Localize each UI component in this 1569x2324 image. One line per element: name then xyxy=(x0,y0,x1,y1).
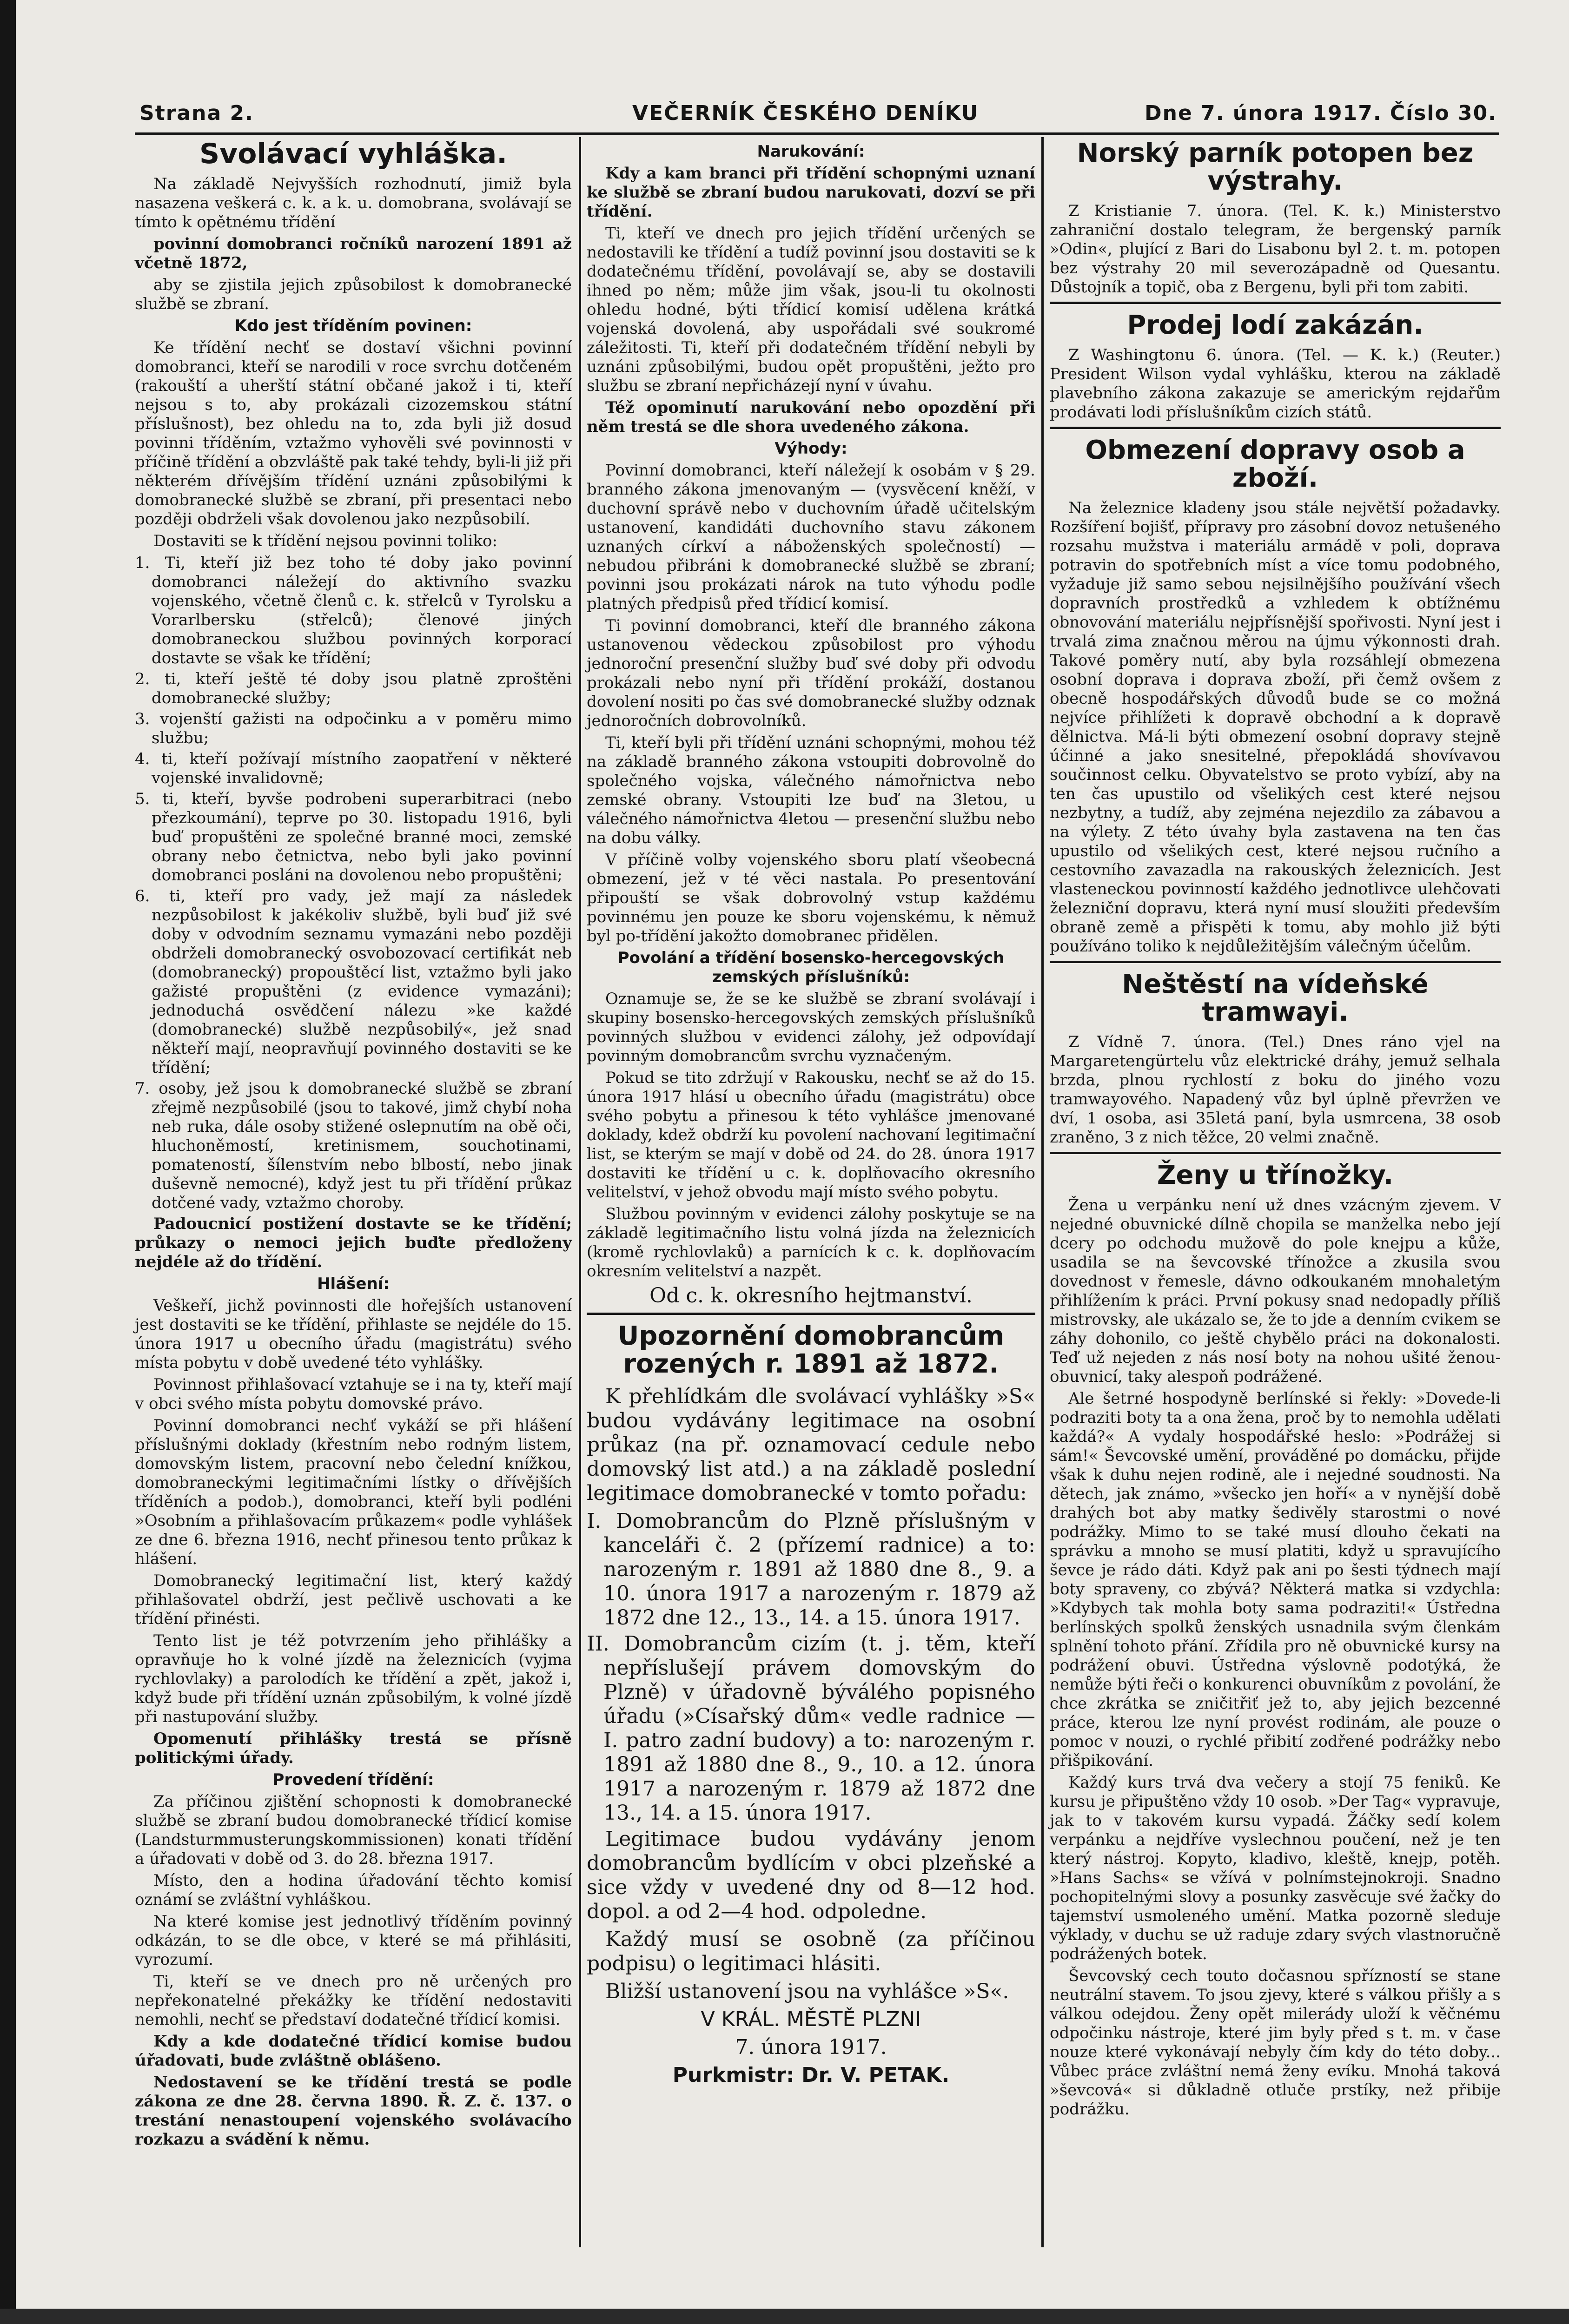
article-title-norsky: Norský parník potopen bez výstrahy. xyxy=(1077,138,1474,196)
paragraph: Legitimace budou vydávány jenom domobrancům bydlícím v obci plzeňské a sice vždy v uvedené dny od 8—12 hod. dopol. a od 2—4 hod. odpoledne. xyxy=(587,1827,1035,1923)
list-item: 4. ti, kteří požívají místního zaopatření v některé vojenské invalidovně; xyxy=(135,750,572,787)
column-1 xyxy=(135,139,572,2152)
list-item: 6. ti, kteří pro vady, jež mají za následek nezpůsobilost k jakékoliv službě, byli buď již své doby v odvodním seznamu vymazáni nebo později obdrželi domobranecký osvobozovací certifikát neb (domobranecký) propouštěcí list, vztažmo byli jako gažisté propuštěni (z evidence vymazáni); jednoduchá osvědčení nálezu »ke každé (domobranecké) službě nezpůsobilý«, jež snad někteří mají, neopravňují povinného dostaviti se ke třídění; xyxy=(135,887,572,1077)
section-rule xyxy=(1050,961,1501,963)
paragraph: K přehlídkám dle svolávací vyhlášky »S« budou vydávány legitimace na osobní průkaz (na př. oznamovací cedule nebo domovský list atd.) a na základě poslední legitimace domobranecké v tomto pořadu: xyxy=(587,1385,1035,1505)
paragraph: Místo, den a hodina úřadování těchto komisí oznámí se zvláštní vyhláškou. xyxy=(135,1871,572,1909)
paragraph: Ti, kteří ve dnech pro jejich třídění určených se nedostavili ke třídění a tudíž povinní jsou dostaviti se k dodatečnému třídění, povolávají se, aby se dostavili ihned po něm; může jim však, jsou-li tu okolnosti ohledu hodné, býti třídicí komisí udělena krátká vojenská dovolená, aby uspořádali své soukromé záležitosti. Ti, kteří při dodatečném třídění nebyli by uznáni způsobilými, budou opět propuštěni, ježto pro službu se zbraní nepřicházejí nyní v úvahu. xyxy=(587,224,1035,395)
paragraph: Veškeří, jichž povinnosti dle hořejších ustanovení jest dostaviti se ke třídění, přihlaste se nejdéle do 15. února 1917 u obecního úřadu (magistrátu) svého místa pobytu v době uvedené této vyhlášky. xyxy=(135,1296,572,1372)
signature-name: Purkmistr: Dr. V. PETAK. xyxy=(672,2063,950,2087)
paragraph: Z Washingtonu 6. února. (Tel. — K. k.) (Reuter.) President Wilson vydal vyhlášku, kterou na základě plavebního zákona zakazuje se americkým rejdařům prodávati lodi příslušníkům cizích států. xyxy=(1050,346,1501,422)
subheading: Narukování: xyxy=(757,142,865,161)
list-item: II. Domobrancům cizím (t. j. těm, kteří nepříslušejí právem domovským do Plzně) v úřadovně býválého popisného úřadu (»Císařský dům« vedle radnice — I. patro zadní budovy) a to: narozeným r. 1891 až 1880 dne 8., 9., 10. a 12. února 1917 a narozeným r. 1879 až 1872 dne 13., 14. a 15. února 1917. xyxy=(587,1632,1035,1825)
paragraph: Povinní domobranci, kteří náležejí k osobám v § 29. branného zákona jmenovaným — (vysvěcení kněží, v duchovní správě nebo v duchovním úřadě učitelským ustanovení, kandidáti duchovního stavu zákonem uznaných církví a náboženských společností) — nebudou přibráni k domobranecké službě se zbraní; povinni jsou prokázati nárok na tuto výhodu podle platných předpisů před třídicí komisí. xyxy=(587,461,1035,613)
paragraph: Z Kristianie 7. února. (Tel. K. k.) Ministerstvo zahraniční dostalo telegram, že bergenský parník »Odin«, plující z Bari do Lisabonu byl 2. t. m. potopen bez výstrahy 20 mil severozápadně od Quesantu. Důstojník a topič, oba z Bergenu, byli při tom zabiti. xyxy=(1050,202,1501,297)
column-2 xyxy=(587,139,1035,2091)
paragraph: povinní domobranci ročníků narození 1891 až včetně 1872, xyxy=(135,235,572,272)
list-item: 1. Ti, kteří již bez toho té doby jako povinní domobranci náležejí do aktivního svazku vojenského, včetně členů c. k. střelců v Tyrolsku a Vorarlbersku (střelců); členové jiných domobraneckou službou povinných korporací dostavte se však ke třídění; xyxy=(135,554,572,667)
article-title-obmezeni: Obmezení dopravy osob a zboží. xyxy=(1085,435,1465,493)
subheading: Povolání a třídění bosensko-hercegovských zemských příslušníků: xyxy=(617,949,1005,986)
paragraph: Na železnice kladeny jsou stále největší požadavky. Rozšíření bojišť, přípravy pro zásobní dovoz netušeného rozsahu mužstva i materiálu armádě v poli, doprava potravin do spotřebních míst a více tomu podobného, vyžaduje již samo sebou nejsilnějšího používání všech dopravních prostředků a vzhledem k obtížnému obnovování materiálu nejpřísnější spořivosti. Nyní jest i trvalá zima značnou měrou na újmu výkonnosti drah. Takové poměry nutí, aby byla rozsáhlejí obmezena osobní doprava i doprava zboží, při čemž ovšem z obecně hospodářských důvodů bude se co možná nejvíce přihlížeti k dopravě obchodní a k dopravě dělnictva. Má-li býti obmezení osobní dopravy stejně účinné a jako snesitelné, přepokládá shovívavou součinnost celku. Obyvatelstvo se proto vybízí, aby na ten čas upustilo od všelikých cest které nejsou nezbytny, a tudíž, aby zejména nejezdilo za zábavou a na výlety. Z této úvahy byla zastavena na ten čas upustilo od všelikých cest, které nejsou ručního a cestovního zavazadla na rakouských železnicích. Jest vlasteneckou povinností každého jednotlivce ulehčovati železniční dopravu, která nyní musí sloužiti především obraně země a přispěti k tomu, aby mohlo již býti používáno toliko k nejdůležitějším válečným účelům. xyxy=(1050,499,1501,956)
article-title-upozorneni: Upozornění domobrancům rozených r. 1891 až 1872. xyxy=(617,1321,1005,1379)
paragraph: Na základě Nejvyšších rozhodnutí, jimiž byla nasazena veškerá c. k. a k. u. domobrana, svolávají se tímto k opětnému třídění xyxy=(135,175,572,231)
masthead: VEČERNÍK ČESKÉHO DENÍKU xyxy=(632,101,979,125)
notice-box xyxy=(587,1385,1035,2087)
paragraph: Ševcovský cech touto dočasnou spřízností se stane neutrální stavem. To jsou zjevy, které s válkou přišly a s válkou odejdou. Ženy opět milerády uloží k věčnému odpočinku nástroje, které jim byly před s t. m. v čase nouze které vykonávají nebyly čím kdy do této doby... Vůbec práce zvláštní nemá ženy evíku. Mnohá taková »ševcová« si důkladně otluče prstíky, než přibije podrážku. xyxy=(1050,1967,1501,2119)
column-3 xyxy=(1050,139,1501,2122)
list-item: 5. ti, kteří, byvše podrobeni superarbitraci (nebo přezkoumání), teprve po 30. listopadu 1916, byli buď propuštěni ze společné branné moci, zemské obrany nebo četnictva, nebo byli jako povinní domobranci posláni na dovolenou nebo propuštěni; xyxy=(135,790,572,885)
scan-edge xyxy=(0,2309,1569,2324)
paragraph: Dostaviti se k třídění nejsou povinni toliko: xyxy=(153,532,497,550)
article-title-nestesti: Neštěstí na vídeňské tramwayi. xyxy=(1122,969,1429,1027)
subheading: Hlášení: xyxy=(317,1274,390,1293)
paragraph: Ti, kteří se ve dnech pro ně určených pro nepřekonatelné překážky ke třídění nedostaviti nemohli, nechť se představí dodatečné třídicí komisi. xyxy=(135,1972,572,2029)
paragraph: Opomenutí přihlášky trestá se přísně politickými úřady. xyxy=(135,1730,572,1767)
list-item: I. Domobrancům do Plzně příslušným v kanceláři č. 2 (přízemí radnice) a to: narozeným r. 1891 až 1880 dne 8., 9. a 10. února 1917 a narozeným r. 1879 až 1872 dne 12., 13., 14. a 15. února 1917. xyxy=(587,1509,1035,1630)
paragraph: Nedostavení se ke třídění trestá se podle zákona ze dne 28. června 1890. Ř. Z. č. 137. o trestání nenastoupení vojenského svolávacího rozkazu a svádění k němu. xyxy=(135,2073,572,2149)
list-item: 2. ti, kteří ještě té doby jsou platně zproštěni domobranecké služby; xyxy=(135,670,572,707)
paragraph: Z Vídně 7. února. (Tel.) Dnes ráno vjel na Margaretengürtelu vůz elektrické dráhy, jemuž selhala brzda, plnou rychlostí z boku do jiného vozu tramwayového. Napadený vůz byl úplně převržen ve dví, 1 osoba, asi 35letá paní, byla usmrcena, 38 osob zraněno, 3 z nich těžce, 20 velmi značně. xyxy=(1050,1033,1501,1147)
section-rule xyxy=(1050,427,1501,429)
paragraph: Též opominutí narukování nebo opozdění při něm trestá se dle shora uvedeného zákona. xyxy=(587,398,1035,436)
issue-date: Dne 7. února 1917. Číslo 30. xyxy=(1145,101,1497,125)
paragraph: Povinnost přihlašovací vztahuje se i na ty, kteří mají v obci svého místa pobytu domovské právo. xyxy=(135,1375,572,1413)
subheading: Provedení třídění: xyxy=(272,1770,434,1789)
column-divider-2 xyxy=(1041,137,1044,2247)
section-rule xyxy=(1050,1152,1501,1154)
signature-date: 7. února 1917. xyxy=(735,2035,887,2059)
paragraph: Tento list je též potvrzením jeho přihlášky a opravňuje ho k volné jízdě na železnicích (vyjma rychlovlaky) a parolodích ke třídění a zpět, jakož i, když bude při třídění uznán způsobilým, k volné jízdě při nastupování služby. xyxy=(135,1631,572,1726)
paragraph: Povinní domobranci nechť vykáží se při hlášení příslušnými doklady (křestním nebo rodným listem, domovským listem, pracovní nebo čelední knížkou, domobraneckými legitimačními lístky o dřívějších tříděních a podob.), domobranci, kteří byli podléni »Osobním a přihlašovacím průkazem« podle vyhlášek ze dne 6. března 1916, nechť přinesou tento průkaz k hlášení. xyxy=(135,1416,572,1568)
paragraph: Ti, kteří byli při třídění uznáni schopnými, mohou též na základě branného zákona vstoupiti dobrovolně do společného vojska, válečného námořnictva nebo zemské obrany. Vstoupiti lze buď na 3letou, u válečného námořnictva 4letou — presenční službu nebo na dobu války. xyxy=(587,733,1035,847)
section-rule xyxy=(587,1313,1035,1315)
paragraph: aby se zjistila jejich způsobilost k domobranecké službě se zbraní. xyxy=(135,276,572,313)
paragraph: Každý kurs trvá dva večery a stojí 75 feniků. Ke kursu je připuštěno vždy 10 osob. »Der Tag« vypravuje, jak to v takovém kursu vypadá. Žáčky sedí kolem verpánku a nejdříve vyslechnou poučení, než je ten který nástroj. Kopyto, kladivo, kleště, knejp, potěh. »Hans Sachs« se vžívá v polnímstejnokroji. Snadno pochopitelnými slovy a posunky zasvěcuje své žačky do tajemství usmoleného umění. Matka pozorně sleduje výklady, v duchu se už raduje zdary svých vlastnoručně podrážených botek. xyxy=(1050,1773,1501,1963)
paragraph: Za příčinou zjištění schopnosti k domobranecké službě se zbraní budou domobranecké třídicí komise (Landsturmmusterungskommissionen) konati třídění a úřadovati v době od 3. do 28. března 1917. xyxy=(135,1792,572,1868)
paragraph: Oznamuje se, že se ke službě se zbraní svolávají i skupiny bosensko-hercegovských zemských příslušníků povinných službou v evidenci zálohy, jež odpovídají povinným domobrancům svrchu vyznačeným. xyxy=(587,990,1035,1065)
list-item: 3. vojenští gažisti na odpočinku a v poměru mimo službu; xyxy=(135,710,572,747)
page-number: Strana 2. xyxy=(139,101,254,125)
paragraph: Ke třídění nechť se dostaví všichni povinní domobranci, kteří se narodili v roce svrchu dotčeném (rakouští a uherští státní občané jakož i ti, kteří nejsou s to, aby prokázali cizozemskou státní příslušnost), bez ohledu na to, zda byli již dosud povinni tříděním, vztažmo vyhověli své povinnosti v příčině třídění a obzvláště pak také tehdy, byli-li již při některém dřívějším třídění uznáni způsobilými k domobranecké službě se zbraní, při presentaci nebo později obdrželi však dovolenou jako nezpůsobilí. xyxy=(135,338,572,528)
paragraph: Ale šetrné hospodyně berlínské si řekly: »Dovede-li podraziti boty ta a ona žena, proč by to nemohla udělati každá?« A vydaly hospodářské heslo: »Podrážej si sám!« Ševcovské umění, prováděné po domácku, přijde však k duhu nejen rodině, ale i nejedné soudnosti. Na dětech, jak známo, »všecko jen hoří« a v nynější době drahých bot aby matky šedivěly starostmi o nové podrážky. Mimo to se také musí dlouho čekati na správku a mnoho se musí platiti, když u spravujícího ševce je rádo dáti. Když pak ani po šesti týdnech mají boty spraveny, co zbývá? Některá matka si vzdychla: »Kdybych tak mohla boty sama podraziti!« Ústředna berlínských spolků ženských usnadnila svým členkám splnění tohoto přání. Zřídila pro ně obuvnické kursy na podrážení obuvi. Ústředna výslovně podotýká, že nemůže býti řeči o konkurenci obuvníkům z povolání, že chce zkrátka se zničitřiť jež to, aby jejich bezcenné práce, kterou lze nyní provést rodinám, ale pouze o pomoc v nouzi, o rychlé přibití zodřené podrážky nebo přišpikování. xyxy=(1050,1389,1501,1770)
signature-place: V KRÁL. MĚSTĚ PLZNI xyxy=(701,2007,921,2031)
paragraph: Na které komise jest jednotlivý tříděním povinný odkázán, to se dle obce, v které se má přihlásiti, vyrozumí. xyxy=(135,1912,572,1969)
paragraph: Kdy a kde dodatečné třídicí komise budou úřadovati, bude zvláštně oblášeno. xyxy=(135,2032,572,2070)
paragraph: Padoucnicí postižení dostavte se ke třídění; průkazy o nemoci jejich buďte předloženy nejdéle až do třídění. xyxy=(135,1215,572,1271)
paragraph: Kdy a kam branci při třídění schopnými uznaní ke službě se zbraní budou narukovati, dozví se při třídění. xyxy=(587,164,1035,221)
paragraph: Každý musí se osobně (za příčinou podpisu) o legitimaci hlásiti. xyxy=(587,1928,1035,1975)
signature: Od c. k. okresního hejtmanství. xyxy=(649,1284,973,1307)
subheading: Výhody: xyxy=(775,439,847,458)
scan-margin xyxy=(0,0,16,2324)
list-item: 7. osoby, jež jsou k domobranecké službě se zbraní zřejmě nezpůsobilé (jsou to takové, jimž chybí noha neb ruka, dále osoby stižené oslepnutím na obě oči, hluchoněmostí, kretinismem, souchotinami, pomateností, šílenstvím nebo blbostí, nebo jinak duševně nemocné), když jest tu při třídění průkaz dotčené vady, vztažmo choroby. xyxy=(135,1079,572,1212)
article-title-svolavaci: Svolávací vyhláška. xyxy=(199,138,508,170)
paragraph: Ti povinní domobranci, kteří dle branného zákona ustanovenou vědeckou způsobilost pro výhodu jednoroční presenční služby buď své doby při odvodu prokázali nebo nyní při třídění prokáží, dostanou dovolení nositi po čas své domobranecké služby odznak jednoročních dobrovolníků. xyxy=(587,616,1035,730)
section-rule xyxy=(1050,302,1501,304)
paragraph: Pokud se tito zdržují v Rakousku, nechť se až do 15. února 1917 hlásí u obecního úřadu (magistrátu) obce svého pobytu a přinesou k této vyhlášce jmenované doklady, kdež obdrží ku povolení nachovaní legitimační list, se kterým se mají v době od 24. do 28. února 1917 dostaviti ke třídění u c. k. doplňovacího okresního velitelství, v jehož obvodu mají místo svého pobytu. xyxy=(587,1069,1035,1202)
article-title-zeny: Ženy u třínožky. xyxy=(1157,1160,1394,1190)
column-divider-1 xyxy=(579,137,581,2247)
paragraph: Žena u verpánku není už dnes vzácným zjevem. V nejedné obuvnické dílně chopila se manželka nebo její dcery po odchodu mužově do pole knejpu a kůže, usadila se na ševcovské třínožce a zkusila svou dovednost v řemesle, dávno odkoukaném mnohaletým přihlížením k práci. První pokusy snad nedopadly příliš mistrovsky, ale ukázalo se, že to jde a denním cvikem se záhy dohonilo, co ještě chybělo práci na dokonalosti. Teď už nejeden z nás nosí boty na nohou ušité ženou-obuvnicí, taky alespoň podrážené. xyxy=(1050,1196,1501,1386)
subheading: Kdo jest tříděním povinen: xyxy=(234,317,472,335)
paragraph: Bližší ustanovení jsou na vyhlášce »S«. xyxy=(605,1980,1009,2003)
paragraph: Službou povinným v evidenci zálohy poskytuje se na základě legitimačního listu volná jízda na železnicích (kromě rychlovlaků) a parnících k c. k. doplňovacím okresním velitelství a nazpět. xyxy=(587,1205,1035,1281)
paragraph: Domobranecký legitimační list, který každý přihlašovatel obdrží, jest pečlivě uschovati a ke třídění přinésti. xyxy=(135,1571,572,1628)
paragraph: V příčině volby vojenského sboru platí všeobecná obmezení, jež v té věci nastala. Po presentování připouští se však dobrovolný vstup každému povinnému jen pouze ke sboru vojenskému, k němuž byl po-třídění jakožto domobranec přidělen. xyxy=(587,851,1035,945)
header-rule xyxy=(135,132,1499,135)
article-title-prodej: Prodej lodí zakázán. xyxy=(1127,310,1423,340)
